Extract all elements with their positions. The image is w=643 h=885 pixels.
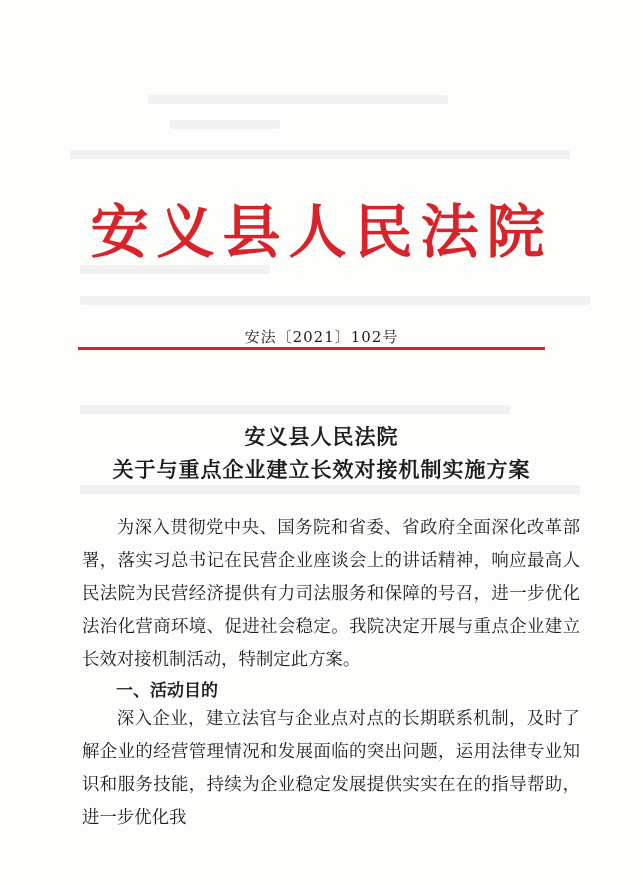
issuing-authority-title: 安义县人民法院	[90, 198, 553, 266]
show-through-mark	[70, 150, 570, 159]
show-through-mark	[148, 95, 448, 104]
section-heading: 一、活动目的	[116, 681, 218, 701]
section-paragraph: 深入企业，建立法官与企业点对点的长期联系机制，及时了解企业的经营管理情况和发展面临的突出问题，运用法律专业知识和服务技能，持续为企业稳定发展提供实实在在的指导帮助，进一步优化我	[82, 709, 580, 828]
show-through-mark	[80, 405, 510, 414]
show-through-mark	[80, 485, 580, 494]
red-divider-line	[78, 347, 545, 350]
document-title-line-1: 安义县人民法院	[244, 424, 399, 449]
intro-paragraph: 为深入贯彻党中央、国务院和省委、省政府全面深化改革部署，落实习总书记在民营企业座谈会上的讲话精神，响应最高人民法院为民营经济提供有力司法服务和保障的号召，进一步优化法治化营商环境、促进社会稳定。我院决定开展与重点企业建立长效对接机制活动，特制定此方案。	[82, 518, 580, 670]
show-through-mark	[170, 120, 280, 129]
document-title-line-2: 关于与重点企业建立长效对接机制实施方案	[112, 457, 531, 482]
show-through-mark	[80, 296, 590, 305]
document-number: 安法〔2021〕102号	[244, 328, 399, 346]
